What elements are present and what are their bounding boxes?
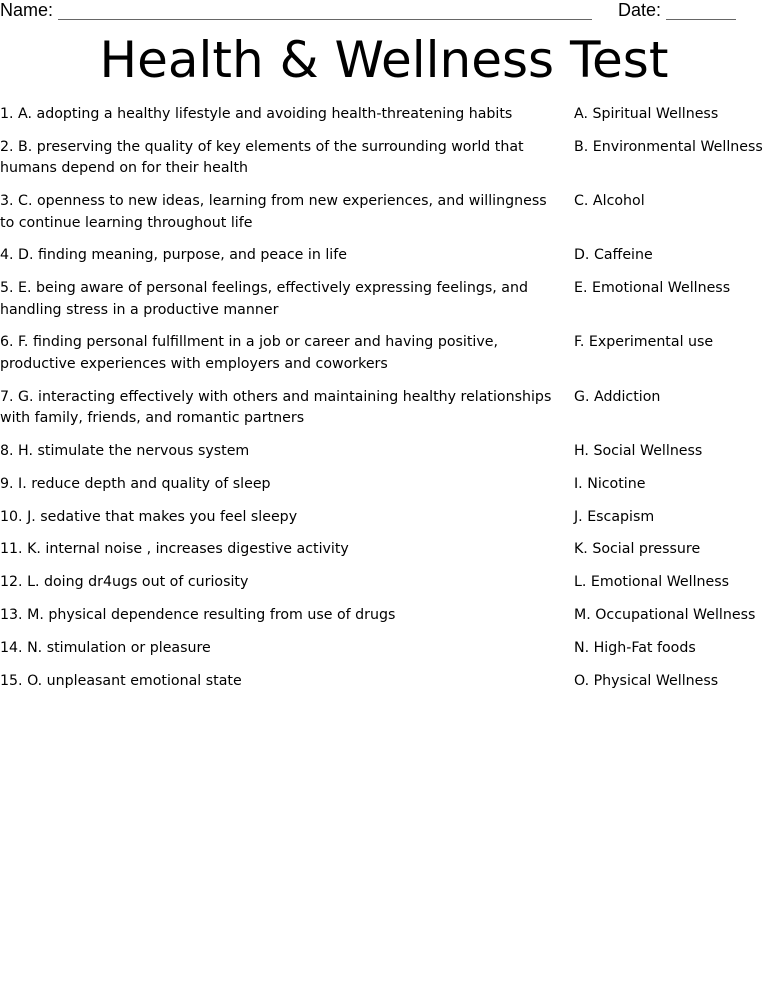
matching-row [0, 332, 768, 386]
answer-option: J. Escapism [574, 508, 655, 525]
answer-option: C. Alcohol [574, 193, 645, 210]
name-blank-line[interactable] [58, 3, 592, 20]
matching-row [0, 572, 768, 605]
clue-text: 14. N. stimulation or pleasure [0, 639, 211, 656]
matching-row [0, 191, 768, 245]
matching-row [0, 638, 768, 671]
answer-option: G. Addiction [574, 388, 661, 405]
date-label: Date: [618, 0, 662, 20]
matching-row [0, 387, 768, 441]
matching-row [0, 137, 768, 191]
matching-row [0, 671, 768, 704]
answer-option: L. Emotional Wellness [574, 574, 730, 591]
answer-option: E. Emotional Wellness [574, 280, 731, 297]
date-field[interactable] [618, 0, 736, 20]
answer-option: D. Caffeine [574, 247, 653, 264]
clue-text: 3. C. openness to new ideas, learning from new experiences, and willingness to continue learning throughout life [0, 193, 547, 231]
answer-option: K. Social pressure [574, 541, 701, 558]
page-title: Health & Wellness Test [99, 31, 669, 89]
answer-option: I. Nicotine [574, 475, 646, 492]
clue-text: 2. B. preserving the quality of key elements of the surrounding world that humans depend on for their health [0, 138, 524, 177]
clue-text: 11. K. internal noise , increases digestive activity [0, 541, 349, 558]
name-field[interactable] [0, 0, 592, 20]
answer-option: A. Spiritual Wellness [574, 106, 719, 122]
clue-text: 8. H. stimulate the nervous system [0, 443, 250, 460]
matching-row [0, 104, 768, 137]
matching-row [0, 507, 768, 540]
matching-row [0, 605, 768, 638]
name-label: Name: [0, 0, 54, 20]
date-blank-line[interactable] [666, 3, 736, 20]
answer-option: O. Physical Wellness [574, 672, 719, 689]
matching-row [0, 245, 768, 278]
worksheet-header [0, 0, 768, 22]
answer-option: M. Occupational Wellness [574, 607, 756, 624]
matching-row [0, 278, 768, 332]
clue-text: 1. A. adopting a healthy lifestyle and avoiding health-threatening habits [0, 106, 513, 122]
clue-text: 6. F. finding personal fulfillment in a job or career and having positive, productive experiences with employers and coworkers [0, 334, 498, 372]
clue-text: 4. D. finding meaning, purpose, and peace in life [0, 247, 347, 264]
answer-option: N. High-Fat foods [574, 639, 696, 656]
answer-option: H. Social Wellness [574, 443, 703, 460]
matching-row [0, 441, 768, 474]
answer-option: F. Experimental use [574, 334, 714, 351]
clue-text: 9. I. reduce depth and quality of sleep [0, 475, 271, 492]
clue-text: 12. L. doing dr4ugs out of curiosity [0, 574, 249, 591]
clue-text: 7. G. interacting effectively with others and maintaining healthy relationships with family, friends, and romantic partners [0, 388, 552, 427]
matching-list [0, 104, 768, 703]
matching-row [0, 539, 768, 572]
answer-option: B. Environmental Wellness [574, 138, 763, 155]
matching-row [0, 474, 768, 507]
clue-text: 13. M. physical dependence resulting from use of drugs [0, 607, 396, 624]
clue-text: 10. J. sedative that makes you feel sleepy [0, 508, 298, 525]
clue-text: 15. O. unpleasant emotional state [0, 672, 242, 689]
clue-text: 5. E. being aware of personal feelings, effectively expressing feelings, and handling stress in a productive manner [0, 280, 528, 318]
